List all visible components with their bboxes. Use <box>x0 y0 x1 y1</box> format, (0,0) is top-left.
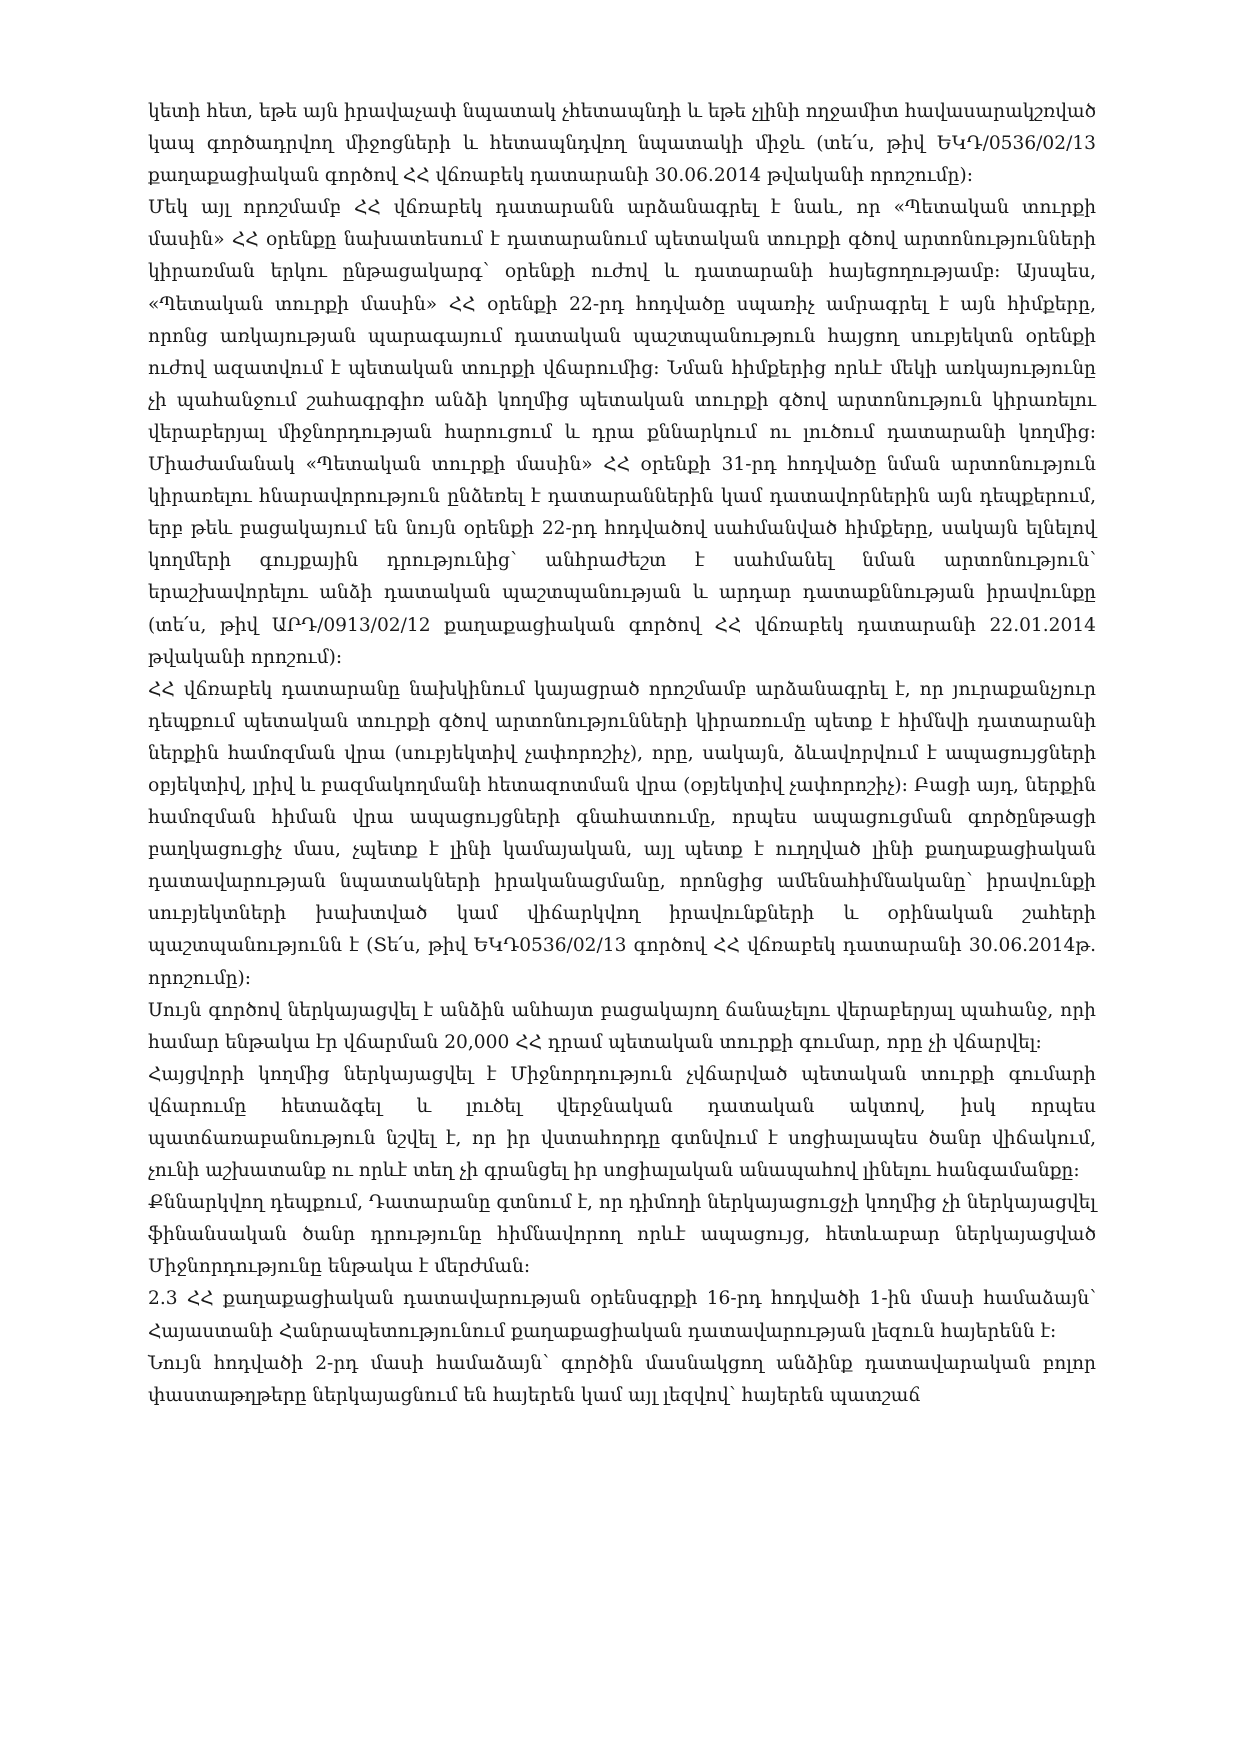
paragraph-plaintiff-motion: Հայցվորի կողմից ներկայացվել է Միջնորդություն չվճարված պետական տուրքի գումարի վճարումը հետաձգել և լուծել վերջնական դատական ակտով, իսկ որպես պատճառաբանություն նշվել է, որ իր վստահորդը գտնվում է սոցիալապես ծանր վիճակում, չունի աշխատանք ու որևէ տեղ չի գրանցել իր սոցիալական անապահով լինելու հանգամանքը: <box>148 1063 1096 1182</box>
paragraph-court-inner-conviction: ՀՀ վճռաբեկ դատարանը նախկինում կայացրած որոշմամբ արձանագրել է, որ յուրաքանչյուր դեպքում պետական տուրքի գծով արտոնությունների կիրառումը պետք է հիմնվի դատարանի ներքին համոզման վրա (սուբյեկտիվ չափորոշիչ), որը, սակայն, ձևավորվում է ապացույցների օբյեկտիվ, լրիվ և բազմակողմանի հետազոտման վրա (օբյեկտիվ չափորոշիչ): Բացի այդ, ներքին համոզման հիման վրա ապացույցների գնահատումը, որպես ապացուցման գործընթացի բաղկացուցիչ մաս, չպետք է լինի կամայական, այլ պետք է ուղղված լինի քաղաքացիական դատավարության նպատակների իրականացմանը, որոնցից ամենահիմնականը՝ իրավունքի սուբյեկտների խախտված կամ վիճարկվող իրավունքների և օրինական շահերի պաշտպանությունն է (Տե՛ս, թիվ ԵԿԴ0536/02/13 գործով ՀՀ վճռաբեկ դատարանի 30.06.2014թ. որոշումը): <box>148 678 1096 989</box>
paragraph-article-16-part-2: Նույն հոդվածի 2-րդ մասի համաձայն՝ գործին մասնակցող անձինք դատավարական բոլոր փաստաթղթերը ներկայացնում են հայերեն կամ այլ լեզվով՝ հայերեն պատշաճ <box>148 1352 1096 1406</box>
paragraph-court-finding: Քննարկվող դեպքում, Դատարանը գտնում է, որ դիմողի ներկայացուցչի կողմից չի ներկայացվել ֆինանսական ծանր դրությունը հիմնավորող որևէ ապացույց, հետևաբար ներկայացված Միջնորդությունը ենթակա է մերժման: <box>148 1192 1096 1278</box>
document-page <box>148 96 1096 1412</box>
paragraph-section-2-3: 2.3 ՀՀ քաղաքացիական դատավարության օրենսգրքի 16-րդ հոդվածի 1-ին մասի համաձայն՝ Հայաստանի Հանրապետությունում քաղաքացիական դատավարության լեզուն հայերենն է: <box>148 1288 1096 1342</box>
paragraph-case-claim: Սույն գործով ներկայացվել է անձին անհայտ բացակայող ճանաչելու վերաբերյալ պահանջ, որի համար ենթակա էր վճարման 20,000 ՀՀ դրամ պետական տուրքի գումար, որը չի վճարվել: <box>148 999 1096 1053</box>
paragraph-continuation: կետի հետ, եթե այն իրավաչափ նպատակ չհետապնդի և եթե չլինի ողջամիտ հավասարակշռված կապ գործադրվող միջոցների և հետապնդվող նպատակի միջև (տե՛ս, թիվ ԵԿԴ/0536/02/13 քաղաքացիական գործով ՀՀ վճռաբեկ դատարանի 30.06.2014 թվականի որոշումը): <box>148 101 1096 187</box>
paragraph-state-duty-privileges: Մեկ այլ որոշմամբ ՀՀ վճռաբեկ դատարանն արձանագրել է նաև, որ «Պետական տուրքի մասին» ՀՀ օրենքը նախատեսում է դատարանում պետական տուրքի գծով արտոնությունների կիրառման երկու ընթացակարգ՝ օրենքի ուժով և դատարանի հայեցողությամբ: Այսպես, «Պետական տուրքի մասին» ՀՀ օրենքի 22-րդ հոդվածը սպառիչ ամրագրել է այն հիմքերը, որոնց առկայության պարագայում դատական պաշտպանություն հայցող սուբյեկտն օրենքի ուժով ազատվում է պետական տուրքի վճարումից: Նման հիմքերից որևէ մեկի առկայությունը չի պահանջում շահագրգիռ անձի կողմից պետական տուրքի գծով արտոնություն կիրառելու վերաբերյալ միջնորդության հարուցում և դրա քննարկում ու լուծում դատարանի կողմից: Միաժամանակ «Պետական տուրքի մասին» ՀՀ օրենքի 31-րդ հոդվածը նման արտոնություն կիրառելու հնարավորություն ընձեռել է դատարաններին կամ դատավորներին այն դեպքերում, երբ թեև բացակայում են նույն օրենքի 22-րդ հոդվածով սահմանված հիմքերը, սակայն ելնելով կողմերի գույքային դրությունից՝ անհրաժեշտ է սահմանել նման արտոնություն՝ երաշխավորելու անձի դատական պաշտպանության և արդար դատաքննության իրավունքը (տե՛ս, թիվ ԱՐԴ/0913/02/12 քաղաքացիական գործով ՀՀ վճռաբեկ դատարանի 22.01.2014 թվականի որոշում): <box>148 197 1096 668</box>
